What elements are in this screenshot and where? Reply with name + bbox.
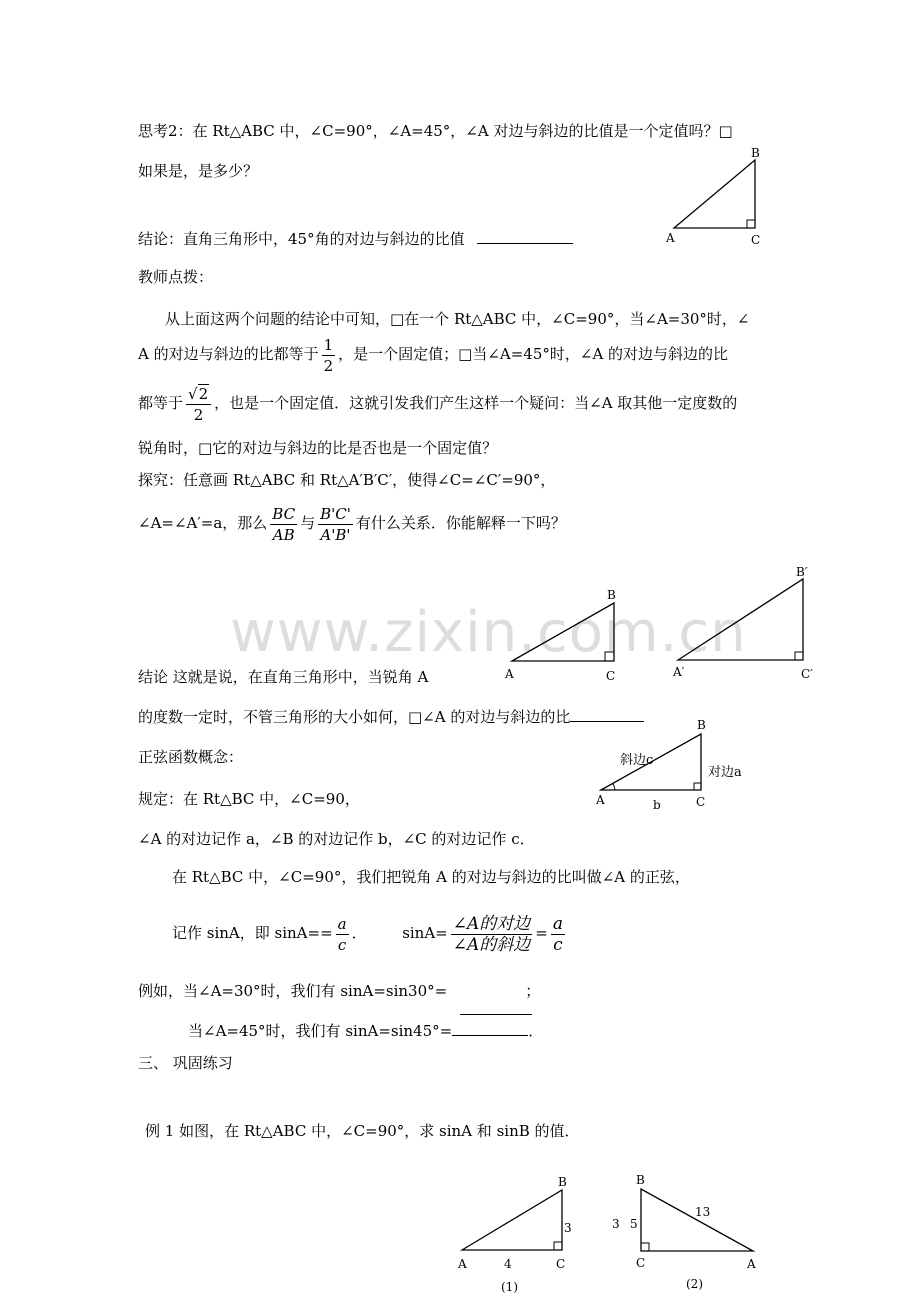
fraction-words	[451, 914, 533, 955]
sine-notation-pre: 记作 sinA，即 sinA==	[172, 924, 333, 942]
fig5-label-A: A	[596, 793, 605, 807]
words-den: ∠A的斜边	[452, 934, 531, 955]
fig3-label-A: A′	[673, 665, 685, 679]
teacher-line3-pre: 都等于	[138, 394, 184, 412]
frac2-den: A'B'	[320, 525, 351, 544]
teacher-line2	[138, 332, 728, 376]
teacher-line4: 锐角时，□它的对边与斜边的比是否也是一个固定值？	[138, 439, 498, 457]
fraction-bc-ab-prime	[318, 504, 353, 545]
ac-den: c	[337, 935, 347, 954]
fig6-label-C: C	[556, 1257, 566, 1271]
fig6-label-B: B	[558, 1175, 567, 1189]
fig7-side-bc: 5	[630, 1217, 638, 1231]
fig6-side-ac: 4	[504, 1257, 512, 1271]
fig6-caption: (1)	[501, 1280, 518, 1294]
sine-def: 在 Rt△BC 中，∠C=90°，我们把锐角 A 的对边与斜边的比叫做∠A 的正弦，	[172, 868, 690, 886]
ac2-den: c	[553, 934, 563, 955]
teacher-line3-post: ，也是一个固定值．这就引发我们产生这样一个疑问：当∠A 取其他一定度数的	[214, 394, 738, 412]
watermark: www.zixin.com.cn	[230, 600, 747, 665]
half-den: 2	[323, 356, 334, 375]
sine-notation-dot: ．	[351, 924, 367, 942]
fig1-label-C: C	[751, 233, 761, 247]
fig7-label-B: B	[636, 1173, 645, 1187]
fig6-side-bc: 3	[564, 1221, 572, 1235]
example-1: 例 1 如图，在 Rt△ABC 中，∠C=90°，求 sinA 和 sinB 的值．	[145, 1122, 580, 1140]
fig5-label-C: C	[696, 795, 706, 809]
fig2-label-C: C	[606, 669, 616, 683]
frac1-num: BC	[272, 504, 296, 523]
conclusion2-line1: 结论 这就是说，在直角三角形中，当锐角 A	[138, 668, 429, 686]
think2-line2: 如果是，是多少？	[138, 162, 259, 180]
sqrt-icon: √	[188, 384, 198, 403]
triangle-figure-ex2	[610, 1168, 770, 1293]
fig7-extra-3: 3	[612, 1217, 620, 1231]
sine-rule: 规定：在 Rt△BC 中，∠C=90，	[138, 790, 360, 808]
triangle-figure-2	[500, 585, 630, 685]
fig1-label-A: A	[666, 231, 675, 245]
fig2-label-B: B	[607, 588, 616, 602]
words-num: ∠A的对边	[452, 913, 531, 934]
example-line1-end: ；	[525, 982, 541, 1000]
teacher-line1: 从上面这两个问题的结论中可知，□在一个 Rt△ABC 中，∠C=90°，当∠A=30°时，∠	[165, 310, 750, 328]
fig6-label-A: A	[458, 1257, 467, 1271]
sqrt-den: 2	[193, 405, 204, 424]
triangle-figure-3	[670, 562, 830, 687]
teacher-line2-pre: A 的对边与斜边的比都等于	[138, 345, 319, 363]
section-3-heading: 三、 巩固练习	[138, 1054, 233, 1072]
think2-line1: 思考2：在 Rt△ABC 中，∠C=90°，∠A=45°，∠A 对边与斜边的比值是一个定值吗？□	[138, 122, 733, 140]
frac2-num: B'C'	[320, 504, 351, 523]
fig5-label-B: B	[697, 718, 706, 732]
triangle-figure-ex1	[450, 1170, 590, 1295]
conclusion-text: 结论：直角三角形中，45°角的对边与斜边的比值	[138, 230, 465, 248]
explore-line1: 探究：任意画 Rt△ABC 和 Rt△A′B′C′，使得∠C=∠C′=90°，	[138, 471, 556, 489]
explore-line2-pre: ∠A=∠A′=a，那么	[138, 514, 268, 532]
fig5-hypotenuse-label: 斜边c	[620, 753, 654, 768]
ac-num: a	[337, 914, 347, 933]
teacher-line3	[138, 381, 737, 425]
example-line2-text: 当∠A=45°时，我们有 sinA=sin45°=	[188, 1022, 453, 1040]
fig7-side-ab: 13	[695, 1205, 711, 1219]
conclusion2-line2	[138, 706, 644, 728]
example-line1	[138, 980, 540, 1002]
sine-eq: =	[535, 924, 548, 942]
fig7-caption: (2)	[686, 1277, 703, 1291]
example-line2-end: ．	[528, 1022, 544, 1040]
example-line1-text: 例如，当∠A=30°时，我们有 sinA=sin30°=	[138, 982, 448, 1000]
answer-blank-3[interactable]	[460, 1014, 532, 1015]
triangle-figure-1	[660, 145, 780, 250]
fig1-label-B: B	[751, 146, 760, 160]
ac2-num: a	[552, 913, 563, 934]
sine-sides: ∠A 的对边记作 a，∠B 的对边记作 b，∠C 的对边记作 c．	[138, 830, 535, 848]
fig3-label-B: B′	[796, 565, 808, 579]
sine-formula-pre: sinA=	[402, 924, 448, 942]
half-num: 1	[323, 335, 334, 354]
sine-title: 正弦函数概念：	[138, 748, 244, 766]
fraction-a-c	[336, 914, 349, 955]
fig5-opposite-label: 对边a	[708, 765, 742, 780]
fig7-label-A: A	[747, 1257, 756, 1271]
conclusion2-text: 的度数一定时，不管三角形的大小如何，□∠A 的对边与斜边的比	[138, 708, 571, 726]
sine-notation	[172, 906, 568, 960]
fraction-bc-ab	[270, 504, 297, 545]
explore-mid: 与	[300, 514, 316, 532]
think2-conclusion	[138, 228, 573, 250]
fig3-label-C: C′	[801, 667, 813, 681]
fig2-label-A: A	[505, 667, 514, 681]
fraction-sqrt2	[186, 384, 211, 425]
fraction-a-c-2	[551, 914, 565, 955]
teacher-line2-post: ，是一个固定值；□当∠A=45°时，∠A 的对边与斜边的比	[338, 345, 729, 363]
fig7-label-C: C	[636, 1256, 646, 1270]
explore-line2	[138, 500, 566, 546]
answer-blank-4[interactable]	[452, 1035, 528, 1036]
example-line2	[188, 1020, 543, 1042]
answer-blank[interactable]	[477, 243, 573, 244]
fraction-half	[322, 335, 336, 376]
triangle-figure-labeled	[590, 712, 760, 817]
explore-line2-post: 有什么关系．你能解释一下吗？	[355, 514, 566, 532]
sqrt-num: 2	[198, 384, 209, 403]
fig5-adjacent-label: b	[653, 798, 661, 812]
teacher-title: 教师点拨：	[138, 268, 214, 286]
frac1-den: AB	[272, 525, 295, 544]
